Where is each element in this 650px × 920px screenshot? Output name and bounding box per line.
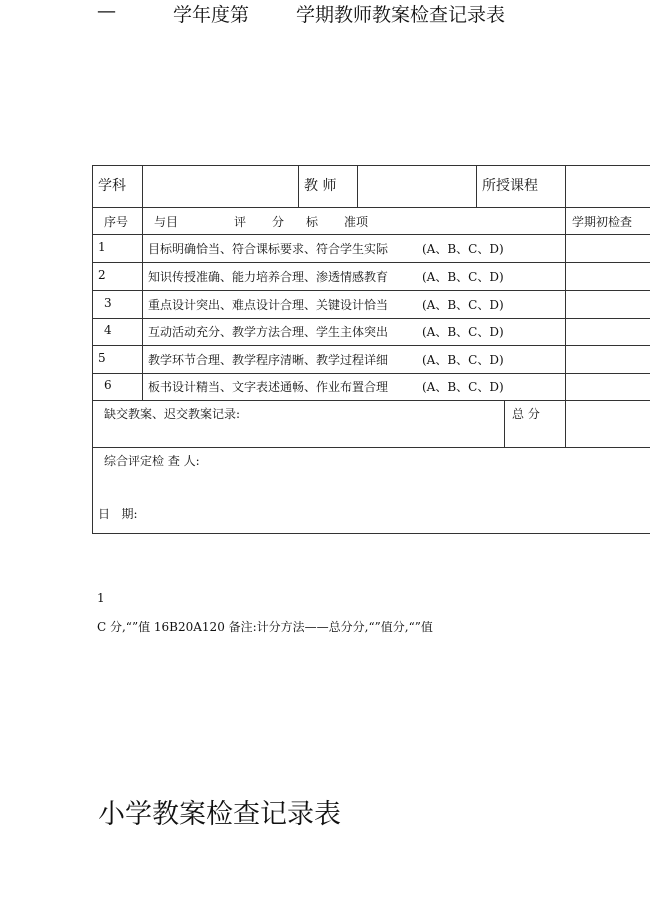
- table-border-left: [92, 165, 93, 534]
- table-border-top: [92, 165, 650, 166]
- teacher-label: 教 师: [304, 178, 337, 194]
- col-divider: [565, 165, 566, 447]
- row-divider: [92, 318, 650, 319]
- second-title: 小学教案检查记录表: [98, 799, 341, 830]
- row-divider: [92, 262, 650, 263]
- course-label: 所授课程: [482, 178, 538, 194]
- row-5-text: 教学环节合理、教学程序清晰、教学过程详细: [148, 353, 389, 367]
- row-6-grade: (A、B、C、D): [422, 380, 504, 394]
- row-2-grade: (A、B、C、D): [422, 270, 504, 284]
- row-divider: [92, 447, 650, 448]
- inspection-table: [92, 165, 650, 535]
- row-1-grade: (A、B、C、D): [422, 242, 504, 256]
- col-header-item: 与目: [154, 215, 179, 229]
- course-field[interactable]: [567, 167, 647, 205]
- col-header-no: 序号: [104, 215, 129, 229]
- col-header-c2: 分: [272, 215, 285, 229]
- col-divider: [142, 165, 143, 400]
- date-label: 日 期:: [98, 507, 138, 521]
- title-dash: —: [97, 0, 116, 22]
- row-5-grade: (A、B、C、D): [422, 353, 504, 367]
- col-header-term-check: 学期初检查: [572, 215, 633, 229]
- subject-field[interactable]: [144, 167, 296, 205]
- row-1-no: 1: [98, 240, 106, 254]
- row-divider: [92, 400, 650, 401]
- title-part2: 学期教师教案检查记录表: [296, 4, 506, 26]
- row-divider: [92, 207, 650, 208]
- row-2-text: 知识传授准确、能力培养合理、渗透情感教育: [148, 270, 389, 284]
- col-divider: [504, 400, 505, 447]
- row-divider: [92, 345, 650, 346]
- row-4-no: 4: [104, 323, 112, 337]
- row-4-grade: (A、B、C、D): [422, 325, 504, 339]
- col-header-c3: 标: [306, 215, 319, 229]
- col-header-c1: 评: [234, 215, 247, 229]
- row-divider: [92, 234, 650, 235]
- row-4-text: 互动活动充分、教学方法合理、学生主体突出: [148, 325, 389, 339]
- title-part1: 学年度第: [173, 4, 250, 26]
- row-divider: [92, 290, 650, 291]
- col-divider: [298, 165, 299, 207]
- teacher-field[interactable]: [359, 167, 474, 205]
- row-2-no: 2: [98, 268, 106, 282]
- col-header-c4: 准项: [344, 215, 369, 229]
- row-6-no: 6: [104, 378, 112, 392]
- row-6-text: 板书设计精当、文字表述通畅、作业布置合理: [148, 380, 389, 394]
- overall-inspector-label: 综合评定检 查 人:: [104, 454, 200, 468]
- table-border-bottom: [92, 533, 650, 534]
- row-divider: [92, 373, 650, 374]
- col-divider: [476, 165, 477, 207]
- form-title: [0, 0, 650, 30]
- row-1-text: 目标明确恰当、符合课标要求、符合学生实际: [148, 242, 389, 256]
- scoring-note: C 分,“”值 16B20A120 备注:计分方法——总分分,“”值分,“”值: [97, 620, 433, 634]
- row-3-grade: (A、B、C、D): [422, 298, 504, 312]
- col-divider: [357, 165, 358, 207]
- row-3-no: 3: [104, 296, 112, 310]
- page-number: 1: [97, 591, 105, 605]
- row-5-no: 5: [98, 351, 106, 365]
- missing-submission-label: 缺交教案、迟交教案记录:: [104, 407, 241, 421]
- row-3-text: 重点设计突出、难点设计合理、关键设计恰当: [148, 298, 389, 312]
- total-score-label: 总 分: [512, 407, 540, 421]
- subject-label: 学科: [98, 178, 126, 194]
